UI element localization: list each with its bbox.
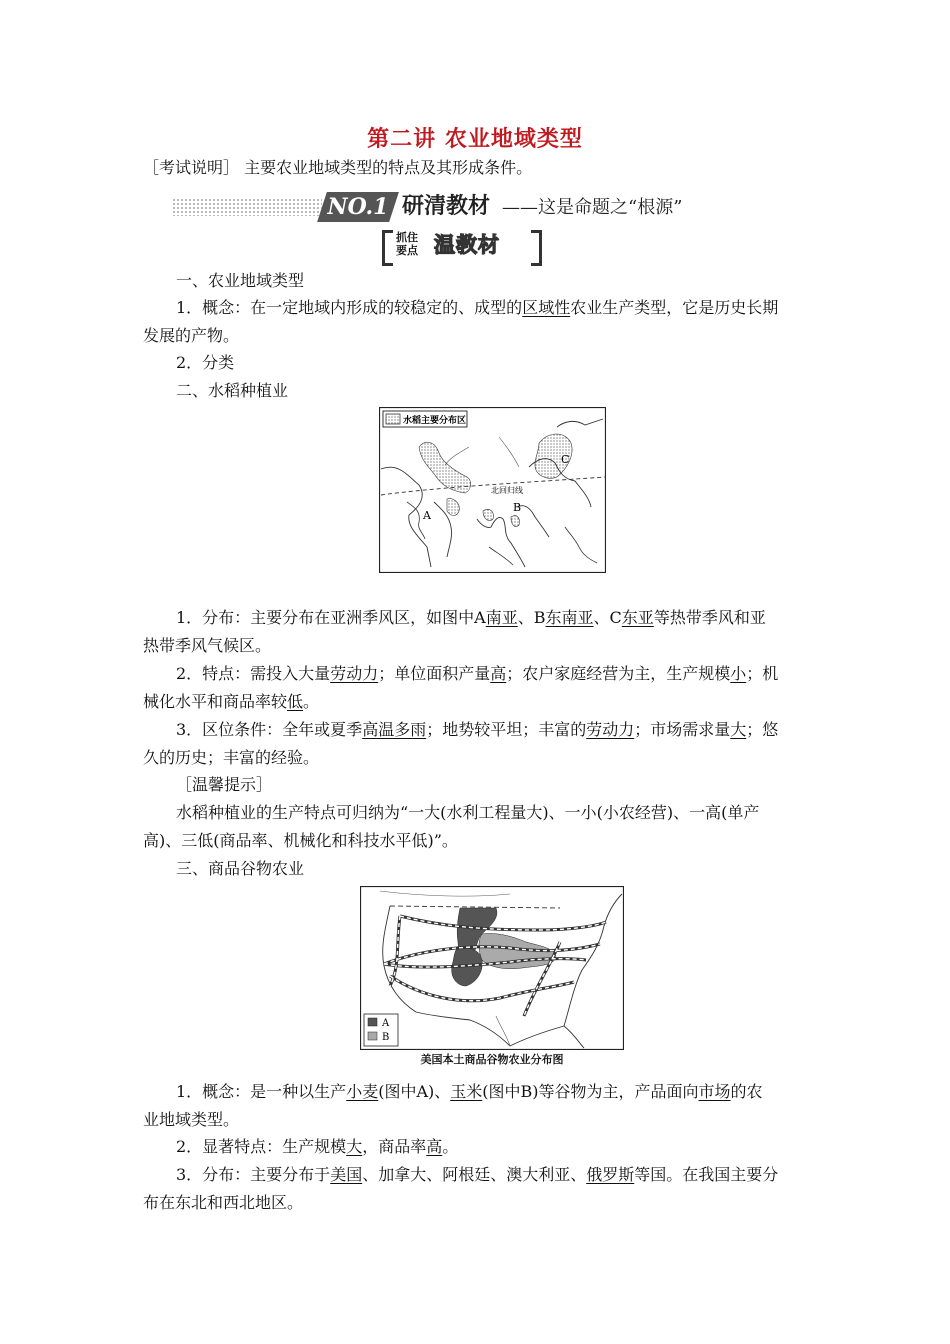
legend-swatch-b (368, 1032, 377, 1040)
map-label-a: A (423, 509, 431, 522)
grain-distribution-line: 3．分布：主要分布于美国、加拿大、阿根廷、澳大利亚、俄罗斯等国。在我国主要分 (176, 1165, 779, 1184)
section-heading-3: 三、商品谷物农业 (176, 859, 305, 878)
rice-distribution-line: 1．分布：主要分布在亚洲季风区，如图中A南亚、B东南亚、C东亚等热带季风和亚 (176, 608, 766, 627)
map-label-c: C (561, 453, 570, 466)
rice-feature-line-2: 械化水平和商品率较低。 (143, 692, 320, 711)
grain-distribution-line-2: 布在东北和西北地区。 (143, 1193, 304, 1212)
rice-legend-label: 水稻主要分布区 (403, 416, 467, 426)
section-banner (172, 190, 732, 224)
banner-subtitle: ——这是命题之“根源” (502, 197, 683, 218)
tip-line-1: 水稻种植业的生产特点可归纳为“一大(水利工程量大)、一小(小农经营)、一高(单产 (176, 803, 760, 822)
legend-swatch-a (368, 1018, 377, 1026)
page-title: 第二讲 农业地域类型 (367, 127, 583, 152)
badge-small-text: 抓住 要点 (396, 231, 418, 257)
rice-feature-line: 2．特点：需投入大量劳动力；单位面积产量高；农户家庭经营为主，生产规模小；机 (176, 664, 779, 683)
rice-location-line-2: 久的历史；丰富的经验。 (143, 748, 320, 767)
rice-distribution-line-2: 热带季风气候区。 (143, 636, 272, 655)
banner-dots (172, 198, 322, 216)
tropic-label: 北回归线 (491, 486, 523, 495)
badge-big-text: 温教材 (434, 233, 500, 257)
grain-concept-line: 1．概念：是一种以生产小麦(图中A)、玉米(图中B)等谷物为主，产品面向市场的农 (176, 1082, 763, 1101)
rice-distribution-map (379, 407, 606, 573)
grain-feature-line: 2．显著特点：生产规模大，商品率高。 (176, 1137, 459, 1156)
legend-label-b: B (382, 1032, 390, 1043)
tip-line-2: 高)、三低(商品率、机械化和科技水平低)”。 (143, 831, 458, 850)
classify-line: 2．分类 (176, 353, 235, 372)
badge-right-bracket (531, 230, 542, 266)
map-label-b: B (513, 501, 522, 514)
tip-title: ［温馨提示］ (176, 775, 273, 794)
review-badge (382, 230, 542, 260)
concept-line: 1．概念：在一定地域内形成的较稳定的、成型的区域性农业生产类型，它是历史长期 (176, 298, 779, 317)
exam-note: ［考试说明］ 主要农业地域类型的特点及其形成条件。 (143, 158, 533, 177)
legend-label-a: A (382, 1018, 390, 1029)
banner-title: 研清教材 (402, 194, 491, 219)
rice-location-line: 3．区位条件：全年或夏季高温多雨；地势较平坦；丰富的劳动力；市场需求量大；悠 (176, 720, 779, 739)
banner-number: NO.1 (317, 192, 399, 222)
section-heading-1: 一、农业地域类型 (176, 271, 305, 290)
concept-line-2: 发展的产物。 (143, 326, 240, 345)
grain-concept-line-2: 业地域类型。 (143, 1110, 240, 1129)
badge-left-bracket (382, 230, 393, 266)
section-heading-2: 二、水稻种植业 (176, 381, 289, 400)
us-map-caption: 美国本土商品谷物农业分布图 (420, 1053, 564, 1066)
us-grain-map (360, 886, 624, 1050)
